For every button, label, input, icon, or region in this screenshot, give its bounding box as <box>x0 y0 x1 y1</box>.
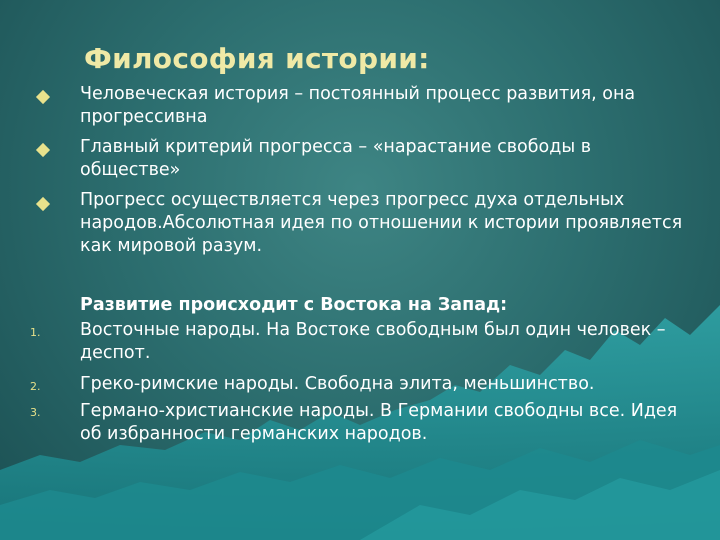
bullet-item-3: Прогресс осуществляется через прогресс духа отдельных народов.Абсолютная идея по отношении к истории проявляется как мировой разум. <box>80 190 683 256</box>
diamond-bullet-icon <box>36 143 50 157</box>
section-heading: Развитие происходит с Востока на Запад: <box>80 295 508 315</box>
numbered-item-1: Восточные народы. На Востоке свободным был один человек – деспот. <box>80 320 666 363</box>
numbered-item-2: Греко-римские народы. Свободна элита, меньшинство. <box>80 374 595 394</box>
list-number-1: 1. <box>30 326 41 339</box>
list-number-2: 2. <box>30 380 41 393</box>
slide-title: Философия истории: <box>84 42 430 75</box>
bullet-item-1: Человеческая история – постоянный процесс развития, она прогрессивна <box>80 84 636 127</box>
diamond-bullet-icon <box>36 90 50 104</box>
list-number-3: 3. <box>30 406 41 419</box>
diamond-bullet-icon <box>36 197 50 211</box>
numbered-item-3: Германо-христианские народы. В Германии свободны все. Идея об избранности германских народов. <box>80 401 678 444</box>
bullet-item-2: Главный критерий прогресса – «нарастание свободы в обществе» <box>80 137 592 180</box>
